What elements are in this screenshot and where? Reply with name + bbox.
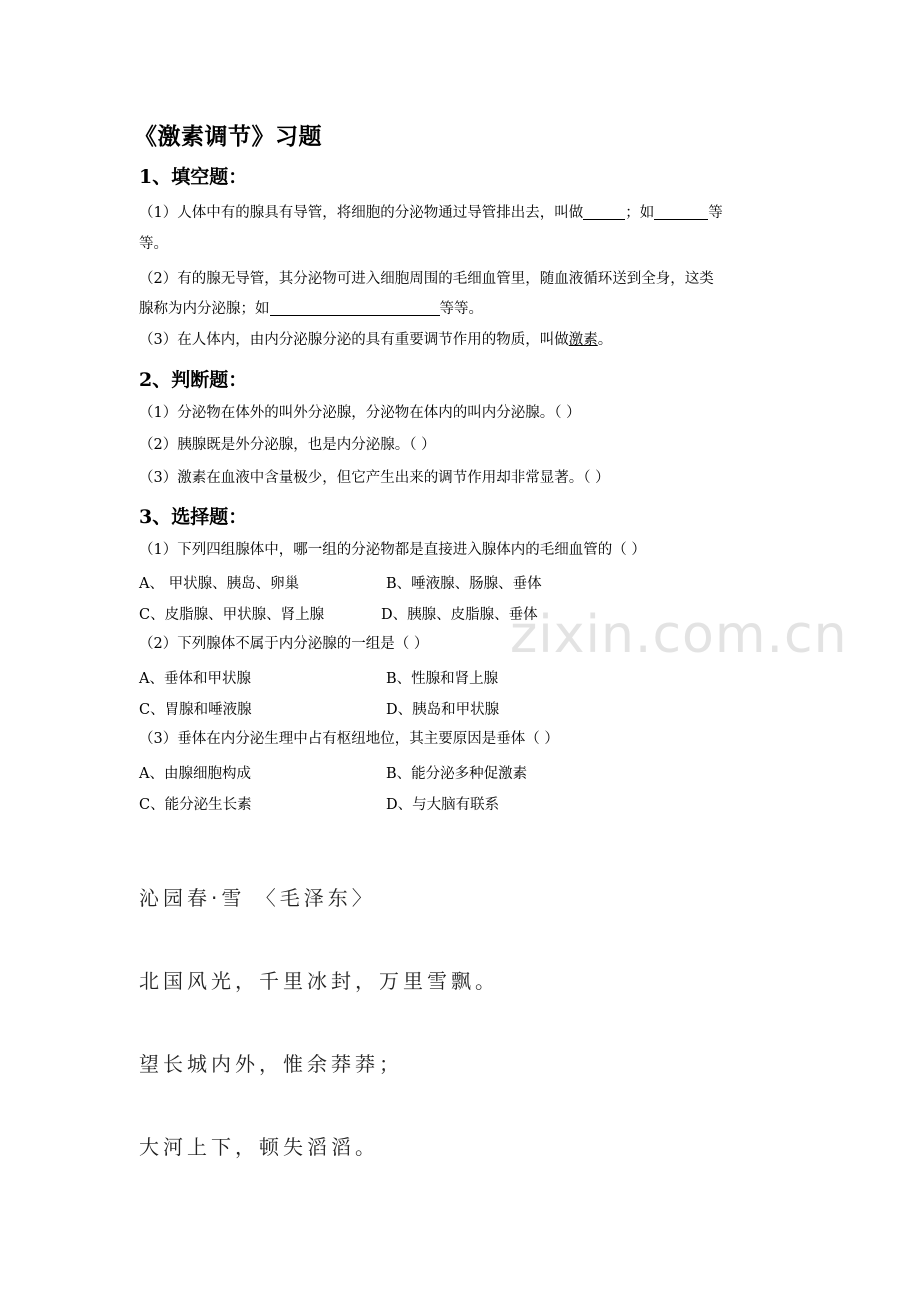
mc-q2-option-c: C、胃腺和唾液腺 [139, 702, 252, 718]
fill-q2-text-b: 腺称为内分泌腺；如 [139, 301, 270, 317]
mc-q1-option-b: B、唾液腺、肠腺、垂体 [386, 576, 542, 592]
mc-q1-option-c: C、皮脂腺、甲状腺、肾上腺 [139, 607, 325, 623]
answer-blank [270, 297, 440, 316]
tf-question-2: （2）胰腺既是外分泌腺，也是内分泌腺。（ ） [139, 437, 436, 453]
mc-q3-option-b: B、能分泌多种促激素 [386, 766, 528, 782]
mc-q2-option-d: D、胰岛和甲状腺 [386, 702, 500, 718]
fill-q3-text-c: 。 [597, 332, 613, 348]
poem-title: 沁园春·雪 〈毛泽东〉 [139, 886, 376, 910]
fill-q2-text-c: 等等。 [439, 301, 483, 317]
page-title: 《激素调节》习题 [134, 123, 322, 150]
poem-line-3: 大河上下，顿失滔滔。 [139, 1135, 379, 1159]
poem-line-2: 望长城内外，惟余莽莽； [139, 1052, 403, 1076]
section-heading-true-false: 2、判断题： [139, 369, 248, 391]
fill-question-2-cont [139, 294, 483, 325]
fill-question-3 [139, 325, 612, 356]
mc-q1-option-a: A、 甲状腺、胰岛、卵巢 [139, 576, 300, 592]
mc-question-1: （1）下列四组腺体中，哪一组的分泌物都是直接进入腺体内的毛细血管的（ ） [139, 542, 646, 558]
mc-q3-option-c: C、能分泌生长素 [139, 797, 252, 813]
fill-question-2: （2）有的腺无导管，其分泌物可进入细胞周围的毛细血管里，随血液循环送到全身，这类 [139, 271, 714, 287]
mc-question-3: （3）垂体在内分泌生理中占有枢纽地位，其主要原因是垂体（ ） [139, 731, 559, 747]
fill-q1-text-a: （1）人体中有的腺具有导管，将细胞的分泌物通过导管排出去，叫做 [139, 205, 584, 221]
mc-q1-option-d: D、胰腺、皮脂腺、垂体 [381, 607, 538, 623]
fill-q1-text-c: 等 [708, 205, 723, 221]
fill-q3-text-a: （3）在人体内，由内分泌腺分泌的具有重要调节作用的物质，叫做 [139, 332, 569, 348]
section-heading-multiple-choice: 3、选择题： [139, 506, 248, 528]
tf-question-1: （1）分泌物在体外的叫外分泌腺，分泌物在体内的叫内分泌腺。（ ） [139, 405, 581, 421]
mc-question-2: （2）下列腺体不属于内分泌腺的一组是（ ） [139, 636, 429, 652]
tf-question-3: （3）激素在血液中含量极少，但它产生出来的调节作用却非常显著。（ ） [139, 470, 610, 486]
mc-q2-option-a: A、垂体和甲状腺 [139, 671, 251, 687]
fill-q3-answer: 激素 [568, 332, 598, 348]
answer-blank [583, 201, 625, 220]
mc-q3-option-d: D、与大脑有联系 [386, 797, 500, 813]
fill-q1-text-b: ；如 [625, 205, 655, 221]
mc-q3-option-a: A、由腺细胞构成 [139, 766, 251, 782]
fill-question-1-cont: 等。 [139, 236, 168, 252]
section-heading-fill-blank: 1、填空题： [139, 166, 248, 188]
answer-blank [654, 201, 708, 220]
poem-line-1: 北国风光，千里冰封，万里雪飘。 [139, 969, 499, 993]
fill-question-1 [139, 198, 723, 229]
watermark: zixin.com.cn [510, 605, 848, 665]
mc-q2-option-b: B、性腺和肾上腺 [386, 671, 499, 687]
